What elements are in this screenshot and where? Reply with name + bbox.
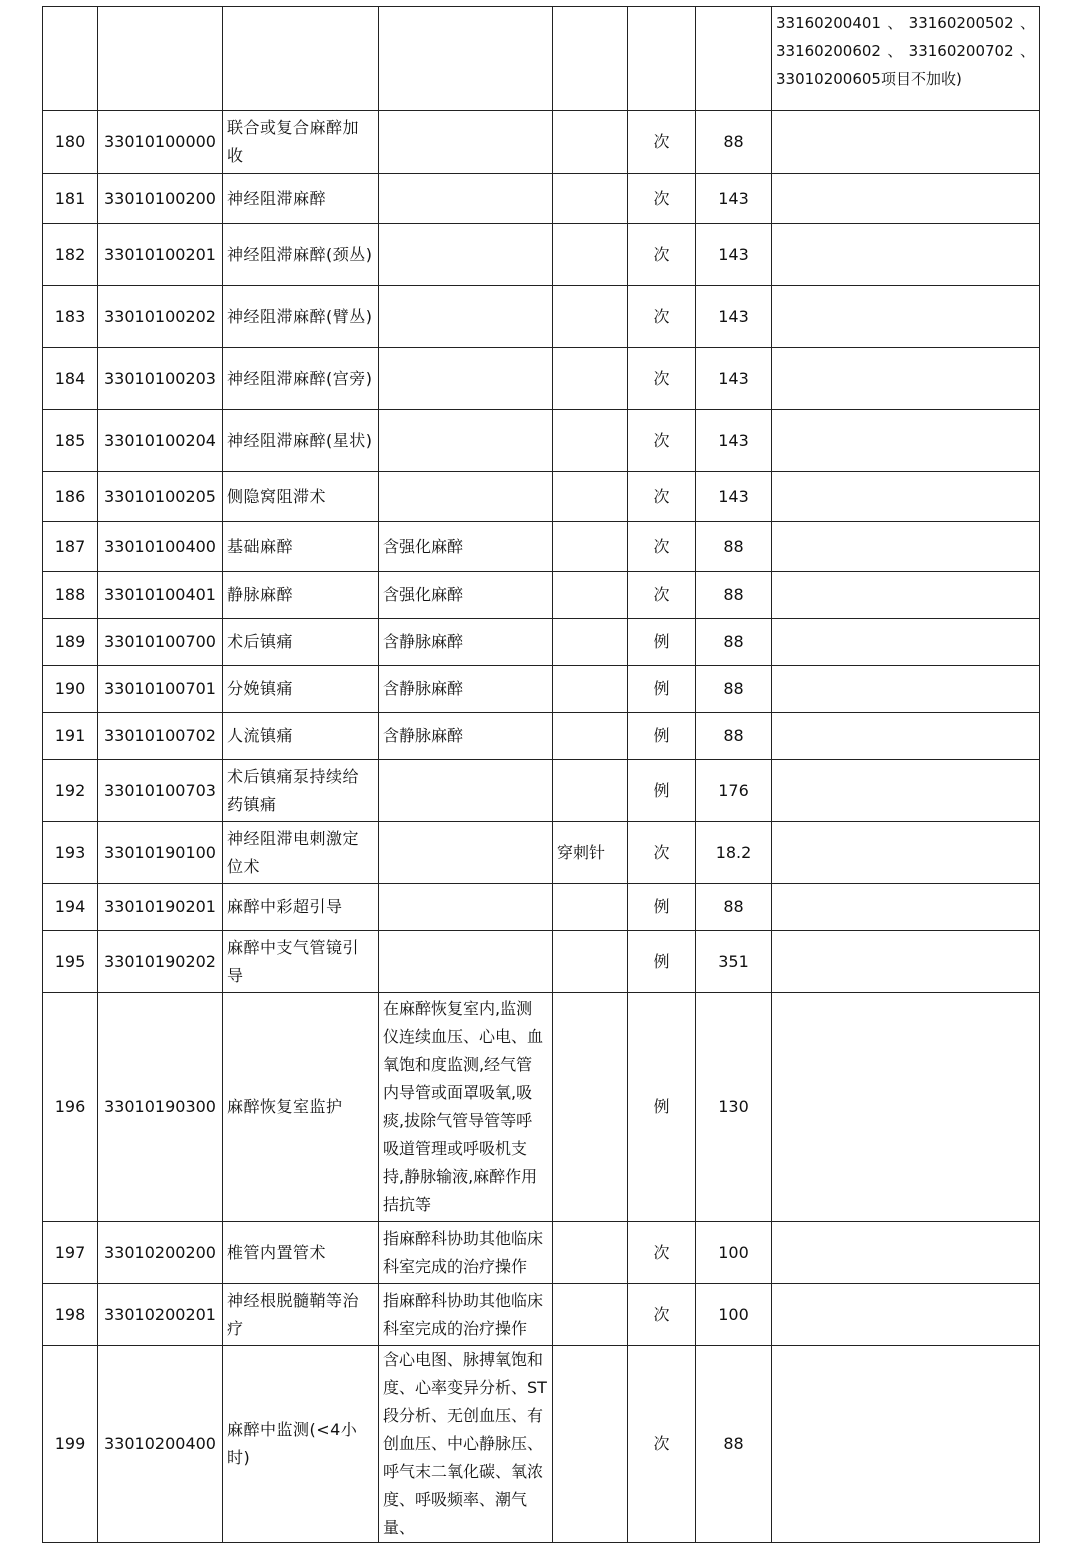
cell-price [696, 7, 772, 111]
cell-code: 33010100203 [98, 348, 223, 410]
cell-price: 88 [696, 572, 772, 619]
cell-no: 180 [43, 111, 98, 174]
cell-code: 33010100702 [98, 713, 223, 760]
cell-no: 188 [43, 572, 98, 619]
cell-unit: 次 [628, 224, 696, 286]
cell-unit: 例 [628, 760, 696, 822]
cell-content [379, 884, 553, 931]
cell-name: 神经阻滞电刺激定位术 [223, 822, 379, 884]
cell-price: 143 [696, 224, 772, 286]
cell-no: 199 [43, 1346, 98, 1543]
cell-name: 联合或复合麻醉加收 [223, 111, 379, 174]
cell-no: 185 [43, 410, 98, 472]
cell-except [553, 7, 628, 111]
cell-no: 194 [43, 884, 98, 931]
cell-note [772, 1346, 1040, 1543]
cell-name: 神经阻滞麻醉 [223, 174, 379, 224]
cell-note [772, 572, 1040, 619]
cell-note [772, 713, 1040, 760]
cell-unit: 次 [628, 174, 696, 224]
cell-price: 143 [696, 410, 772, 472]
cell-content [379, 174, 553, 224]
cell-name: 静脉麻醉 [223, 572, 379, 619]
cell-unit: 次 [628, 286, 696, 348]
cell-content [379, 760, 553, 822]
cell-except [553, 1346, 628, 1543]
cell-no: 195 [43, 931, 98, 993]
table-row [43, 410, 1040, 472]
cell-no: 193 [43, 822, 98, 884]
cell-note [772, 884, 1040, 931]
cell-except [553, 760, 628, 822]
cell-except [553, 572, 628, 619]
table-row [43, 522, 1040, 572]
cell-name: 术后镇痛泵持续给药镇痛 [223, 760, 379, 822]
cell-code: 33010190100 [98, 822, 223, 884]
cell-code: 33010200201 [98, 1284, 223, 1346]
cell-name [223, 7, 379, 111]
cell-unit: 次 [628, 410, 696, 472]
cell-content [379, 931, 553, 993]
cell-price: 88 [696, 884, 772, 931]
cell-except [553, 884, 628, 931]
cell-name: 术后镇痛 [223, 619, 379, 666]
cell-unit [628, 7, 696, 111]
cell-price: 143 [696, 174, 772, 224]
cell-price: 351 [696, 931, 772, 993]
table-row [43, 286, 1040, 348]
cell-code: 33010100000 [98, 111, 223, 174]
cell-code: 33010100205 [98, 472, 223, 522]
cell-unit: 例 [628, 993, 696, 1222]
cell-note [772, 224, 1040, 286]
cell-unit: 例 [628, 666, 696, 713]
cell-no: 191 [43, 713, 98, 760]
cell-code: 33010190201 [98, 884, 223, 931]
cell-price: 88 [696, 111, 772, 174]
cell-content: 指麻醉科协助其他临床科室完成的治疗操作 [379, 1222, 553, 1284]
cell-code: 33010100400 [98, 522, 223, 572]
cell-price: 88 [696, 666, 772, 713]
cell-unit: 次 [628, 572, 696, 619]
cell-except [553, 224, 628, 286]
cell-no: 196 [43, 993, 98, 1222]
cell-unit: 次 [628, 348, 696, 410]
cell-no: 182 [43, 224, 98, 286]
cell-price: 176 [696, 760, 772, 822]
cell-note [772, 286, 1040, 348]
cell-code: 33010100204 [98, 410, 223, 472]
cell-name: 侧隐窝阻滞术 [223, 472, 379, 522]
cell-no: 186 [43, 472, 98, 522]
cell-note [772, 472, 1040, 522]
cell-except [553, 348, 628, 410]
cell-name: 分娩镇痛 [223, 666, 379, 713]
cell-except [553, 713, 628, 760]
cell-except [553, 174, 628, 224]
table-row [43, 931, 1040, 993]
cell-name: 神经阻滞麻醉(宫旁) [223, 348, 379, 410]
cell-note [772, 619, 1040, 666]
table-row [43, 1284, 1040, 1346]
table-row [43, 760, 1040, 822]
cell-price: 100 [696, 1222, 772, 1284]
cell-content: 含静脉麻醉 [379, 713, 553, 760]
cell-unit: 次 [628, 1346, 696, 1543]
cell-content [379, 224, 553, 286]
table-row [43, 619, 1040, 666]
cell-unit: 例 [628, 713, 696, 760]
cell-price: 88 [696, 522, 772, 572]
cell-name: 麻醉中监测(<4小时) [223, 1346, 379, 1543]
cell-code: 33010100401 [98, 572, 223, 619]
cell-price: 88 [696, 713, 772, 760]
cell-except [553, 472, 628, 522]
cell-no: 190 [43, 666, 98, 713]
cell-no: 198 [43, 1284, 98, 1346]
cell-except [553, 286, 628, 348]
cell-except [553, 619, 628, 666]
cell-note [772, 1284, 1040, 1346]
cell-except [553, 993, 628, 1222]
table-row [43, 884, 1040, 931]
cell-code: 33010100700 [98, 619, 223, 666]
cell-content [379, 472, 553, 522]
cell-note [772, 993, 1040, 1222]
cell-name: 神经阻滞麻醉(颈丛) [223, 224, 379, 286]
cell-note [772, 760, 1040, 822]
table-row [43, 224, 1040, 286]
cell-except [553, 410, 628, 472]
cell-no: 183 [43, 286, 98, 348]
cell-no: 184 [43, 348, 98, 410]
note-line-1: 33160200401 、 33160200502 、 [776, 14, 1035, 32]
cell-unit: 例 [628, 884, 696, 931]
cell-note [772, 931, 1040, 993]
cell-except [553, 1284, 628, 1346]
cell-price: 143 [696, 286, 772, 348]
cell-unit: 次 [628, 822, 696, 884]
cell-code: 33010200400 [98, 1346, 223, 1543]
table-row [43, 666, 1040, 713]
table-row [43, 1222, 1040, 1284]
table-row [43, 111, 1040, 174]
cell-code: 33010200200 [98, 1222, 223, 1284]
cell-name: 基础麻醉 [223, 522, 379, 572]
cell-note [772, 822, 1040, 884]
cell-no: 192 [43, 760, 98, 822]
table-row [43, 572, 1040, 619]
cell-except [553, 111, 628, 174]
cell-no: 197 [43, 1222, 98, 1284]
cell-except [553, 931, 628, 993]
table-row [43, 993, 1040, 1222]
cell-note [772, 1222, 1040, 1284]
cell-no: 181 [43, 174, 98, 224]
table-row [43, 472, 1040, 522]
cell-content [379, 286, 553, 348]
cell-price: 143 [696, 348, 772, 410]
table-row [43, 822, 1040, 884]
cell-name: 麻醉恢复室监护 [223, 993, 379, 1222]
cell-content: 含静脉麻醉 [379, 666, 553, 713]
cell-code: 33010190202 [98, 931, 223, 993]
cell-name: 椎管内置管术 [223, 1222, 379, 1284]
cell-name: 神经阻滞麻醉(星状) [223, 410, 379, 472]
cell-note [772, 522, 1040, 572]
cell-name: 麻醉中支气管镜引导 [223, 931, 379, 993]
cell-name: 神经根脱髓鞘等治疗 [223, 1284, 379, 1346]
cell-note [772, 348, 1040, 410]
cell-content [379, 822, 553, 884]
cell-price: 100 [696, 1284, 772, 1346]
cell-unit: 次 [628, 1222, 696, 1284]
cell-unit: 次 [628, 1284, 696, 1346]
cell-unit: 次 [628, 522, 696, 572]
cell-except: 穿刺针 [553, 822, 628, 884]
fee-table [42, 6, 1040, 1543]
cell-price: 88 [696, 619, 772, 666]
table-row [43, 348, 1040, 410]
note-line-3: 33010200605项目不加收) [776, 70, 962, 88]
cell-note [772, 666, 1040, 713]
cell-note-continued [772, 7, 1040, 111]
cell-content: 指麻醉科协助其他临床科室完成的治疗操作 [379, 1284, 553, 1346]
cell-code: 33010100202 [98, 286, 223, 348]
cell-except [553, 1222, 628, 1284]
cell-except [553, 522, 628, 572]
cell-code: 33010100701 [98, 666, 223, 713]
cell-content: 含心电图、脉搏氧饱和度、心率变异分析、ST段分析、无创血压、有创血压、中心静脉压、呼气末二氧化碳、氧浓度、呼吸频率、潮气量、 [379, 1346, 553, 1543]
cell-content [379, 111, 553, 174]
cell-price: 143 [696, 472, 772, 522]
note-line-2: 33160200602 、 33160200702 、 [776, 42, 1035, 60]
cell-no [43, 7, 98, 111]
cell-price: 88 [696, 1346, 772, 1543]
cell-note [772, 174, 1040, 224]
cell-code [98, 7, 223, 111]
cell-note [772, 111, 1040, 174]
cell-code: 33010100200 [98, 174, 223, 224]
cell-no: 187 [43, 522, 98, 572]
cell-price: 18.2 [696, 822, 772, 884]
cell-name: 麻醉中彩超引导 [223, 884, 379, 931]
cell-content: 含静脉麻醉 [379, 619, 553, 666]
cell-name: 人流镇痛 [223, 713, 379, 760]
table-row-continuation [43, 7, 1040, 111]
table-row [43, 174, 1040, 224]
cell-content: 含强化麻醉 [379, 522, 553, 572]
cell-name: 神经阻滞麻醉(臂丛) [223, 286, 379, 348]
cell-code: 33010100703 [98, 760, 223, 822]
cell-content: 含强化麻醉 [379, 572, 553, 619]
cell-price: 130 [696, 993, 772, 1222]
cell-no: 189 [43, 619, 98, 666]
table-row [43, 713, 1040, 760]
cell-content [379, 410, 553, 472]
cell-except [553, 666, 628, 713]
cell-unit: 次 [628, 111, 696, 174]
cell-content: 在麻醉恢复室内,监测仪连续血压、心电、血氧饱和度监测,经气管内导管或面罩吸氧,吸痰,拔除气管导管等呼吸道管理或呼吸机支持,静脉输液,麻醉作用拮抗等 [379, 993, 553, 1222]
cell-code: 33010190300 [98, 993, 223, 1222]
cell-code: 33010100201 [98, 224, 223, 286]
cell-note [772, 410, 1040, 472]
cell-unit: 次 [628, 472, 696, 522]
table-row [43, 1346, 1040, 1543]
cell-unit: 例 [628, 619, 696, 666]
cell-unit: 例 [628, 931, 696, 993]
cell-content [379, 348, 553, 410]
cell-content [379, 7, 553, 111]
